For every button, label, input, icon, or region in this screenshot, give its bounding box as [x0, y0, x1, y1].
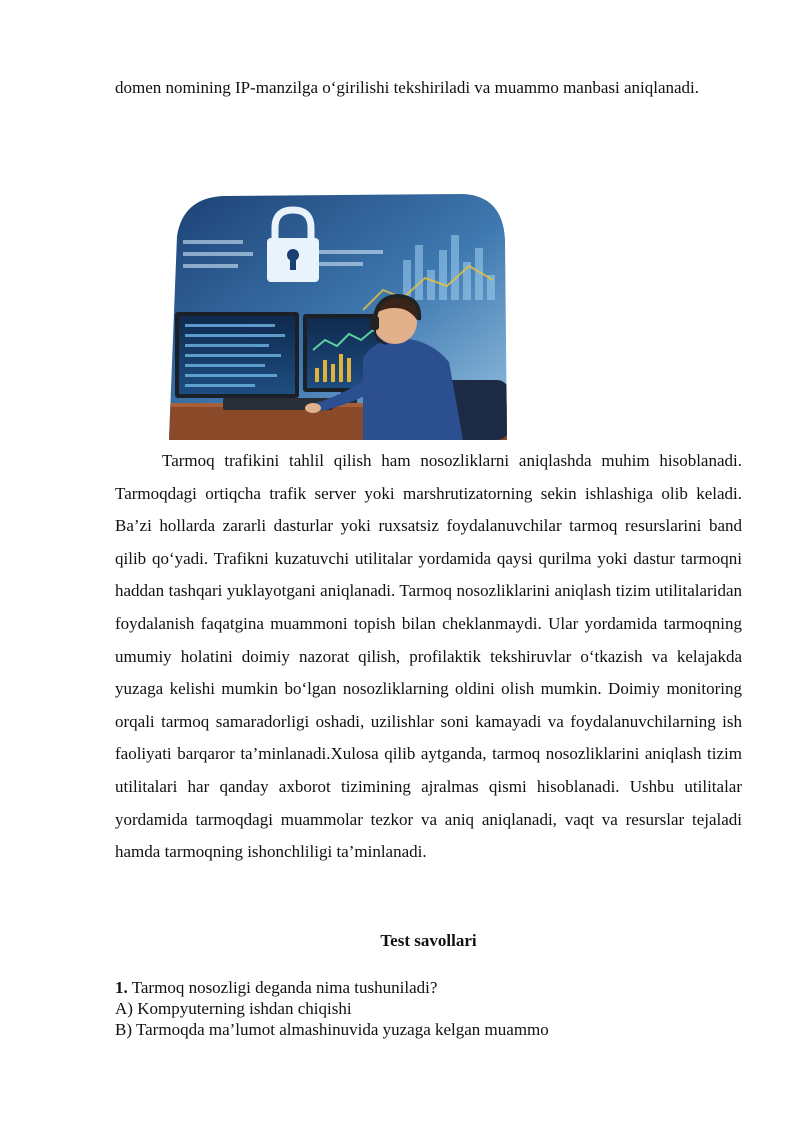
question-1-option-b: B) Tarmoqda ma’lumot almashinuvida yuzaga kelgan muammo	[115, 1020, 549, 1039]
question-1	[115, 977, 755, 1040]
intro-paragraph: domen nomining IP-manzilga o‘girilishi tekshiriladi va muammo manbasi aniqlanadi.	[115, 78, 700, 97]
section-title: Test savollari	[380, 931, 477, 950]
question-1-text	[115, 977, 755, 998]
question-1-number: 1.	[115, 978, 128, 997]
network-monitoring-illustration	[163, 190, 513, 440]
question-1-prompt: Tarmoq nosozligi deganda nima tushuniladi?	[127, 978, 438, 997]
main-paragraph: Tarmoq trafikini tahlil qilish ham nosozliklarni aniqlashda muhim hisoblanadi. Tarmoqdagi ortiqcha trafik server yoki marshrutizatorning sekin ishlashiga olib keladi. Ba’zi hollarda zararli dasturlar yoki ruxsatsiz foydalanuvchilar tarmoq resurslarini band qilib qo‘yadi. Trafikni kuzatuvchi utilitalar yordamida qaysi qurilma yoki dastur tarmoqni haddan tashqari yuklayotgani aniqlanadi. Tarmoq nosozliklarini aniqlash tizim utilitalaridan foydalanish faqatgina muammoni topish bilan cheklanmaydi. Ular yordamida tarmoqning umumiy holatini doimiy nazorat qilish, profilaktik tekshiruvlar o‘tkazish va kelajakda yuzaga kelishi mumkin bo‘lgan nosozliklarning oldini olish mumkin. Doimiy monitoring orqali tarmoq samaradorligi oshadi, uzilishlar soni kamayadi va foydalanuvchilarning ish faoliyati barqaror ta’minlanadi.Xulosa qilib aytganda, tarmoq nosozliklarini aniqlash tizim utilitalari har qanday axborot tizimining ajralmas qismi hisoblanadi. Ushbu utilitalar yordamida tarmoqdagi muammolar tezkor va aniq aniqlanadi, vaqt va resurslar tejaladi hamda tarmoqning ishonchliligi ta’minlanadi.	[115, 451, 742, 862]
question-1-option-a: A) Kompyuterning ishdan chiqishi	[115, 999, 352, 1018]
